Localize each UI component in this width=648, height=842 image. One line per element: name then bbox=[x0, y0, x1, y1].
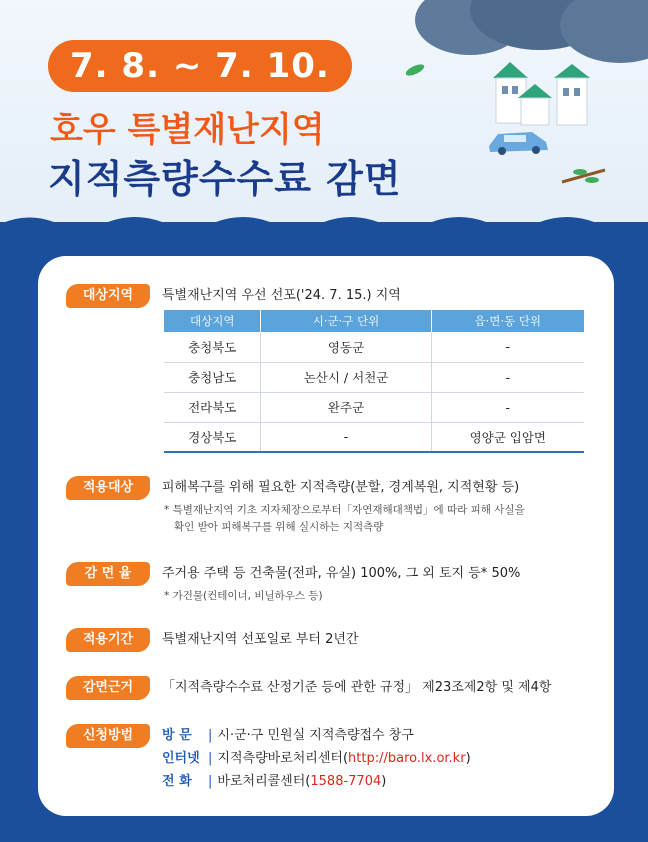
badge-apply-period: 적용기간 bbox=[66, 628, 150, 652]
internet-url-link[interactable]: http://baro.lx.or.kr bbox=[348, 751, 466, 766]
apply-target-text: 피해복구를 위해 필요한 지적측량(분할, 경계복원, 지적현황 등) bbox=[162, 480, 520, 495]
internet-close: ) bbox=[465, 751, 471, 766]
badge-target-area: 대상지역 bbox=[66, 284, 150, 308]
badge-legal-basis: 감면근거 bbox=[66, 676, 150, 700]
section-apply-target bbox=[66, 476, 519, 500]
badge-application: 신청방법 bbox=[66, 724, 150, 748]
table-cell: 논산시 / 서천군 bbox=[261, 362, 431, 392]
table-cell: 완주군 bbox=[261, 392, 431, 422]
visit-value: 시·군·구 민원실 지적측량접수 창구 bbox=[217, 728, 414, 743]
table-row bbox=[164, 422, 584, 452]
table-cell: 영동군 bbox=[261, 332, 431, 362]
table-cell: 영양군 입암면 bbox=[431, 422, 584, 452]
title-line-1: 호우 특별재난지역 bbox=[50, 110, 325, 150]
apply-target-note-line-2: 확인 받아 피해복구를 위해 실시하는 지적측량 bbox=[174, 521, 384, 533]
table-cell: 충청남도 bbox=[164, 362, 261, 392]
branch-illustration bbox=[560, 160, 610, 190]
application-internet bbox=[162, 747, 471, 770]
column-header: 대상지역 bbox=[164, 310, 261, 332]
region-table-header bbox=[164, 310, 584, 332]
section-apply-period bbox=[66, 628, 358, 652]
legal-basis-text: 「지적측량수수료 산정기준 등에 관한 규정」 제23조제2항 및 제4항 bbox=[162, 680, 552, 695]
reduction-rate-note: * 가건물(컨테이너, 비닐하우스 등) bbox=[164, 590, 323, 602]
reduction-rate-text: 주거용 주택 등 건축물(전파, 유실) 100%, 그 외 토지 등* 50% bbox=[162, 566, 521, 581]
target-area-text: 특별재난지역 우선 선포('24. 7. 15.) 지역 bbox=[162, 288, 401, 303]
wave-edge bbox=[0, 212, 648, 232]
section-legal-basis bbox=[66, 676, 551, 700]
separator: | bbox=[208, 774, 213, 789]
table-row bbox=[164, 362, 584, 392]
date-badge: 7. 8. ~ 7. 10. bbox=[48, 40, 352, 92]
info-card bbox=[38, 256, 614, 816]
visit-key: 방 문 bbox=[162, 728, 192, 743]
section-application bbox=[66, 724, 471, 793]
badge-reduction-rate: 감 면 율 bbox=[66, 562, 150, 586]
table-row bbox=[164, 392, 584, 422]
section-reduction-rate bbox=[66, 562, 520, 586]
table-cell: 충청북도 bbox=[164, 332, 261, 362]
phone-number: 1588-7704 bbox=[310, 774, 382, 789]
phone-key: 전 화 bbox=[162, 774, 192, 789]
application-methods bbox=[162, 724, 471, 793]
table-cell: - bbox=[431, 362, 584, 392]
internet-key: 인터넷 bbox=[162, 751, 200, 766]
car-illustration bbox=[484, 126, 554, 156]
column-header: 읍·면·동 단위 bbox=[431, 310, 584, 332]
region-table bbox=[164, 310, 584, 453]
column-header: 시·군·구 단위 bbox=[261, 310, 431, 332]
table-cell: - bbox=[431, 332, 584, 362]
phone-close: ) bbox=[381, 774, 387, 789]
apply-target-note bbox=[164, 502, 525, 536]
hero-banner bbox=[0, 0, 648, 240]
section-target-area bbox=[66, 284, 401, 308]
badge-apply-target: 적용대상 bbox=[66, 476, 150, 500]
application-phone bbox=[162, 770, 471, 793]
table-cell: - bbox=[431, 392, 584, 422]
separator: | bbox=[208, 751, 213, 766]
leaf-illustration bbox=[400, 60, 430, 80]
table-cell: 전라북도 bbox=[164, 392, 261, 422]
table-cell: - bbox=[261, 422, 431, 452]
separator: | bbox=[208, 728, 213, 743]
apply-target-note-line-1: * 특별재난지역 기초 지자체장으로부터「자연재해대책법」에 따라 피해 사실을 bbox=[164, 504, 525, 516]
table-row bbox=[164, 332, 584, 362]
internet-value: 지적측량바로처리센터( bbox=[217, 751, 349, 766]
apply-period-text: 특별재난지역 선포일로 부터 2년간 bbox=[162, 632, 359, 647]
table-cell: 경상북도 bbox=[164, 422, 261, 452]
title-line-2: 지적측량수수료 감면 bbox=[48, 157, 402, 201]
houses-illustration bbox=[488, 58, 608, 128]
phone-value: 바로처리콜센터( bbox=[217, 774, 311, 789]
application-visit bbox=[162, 724, 471, 747]
